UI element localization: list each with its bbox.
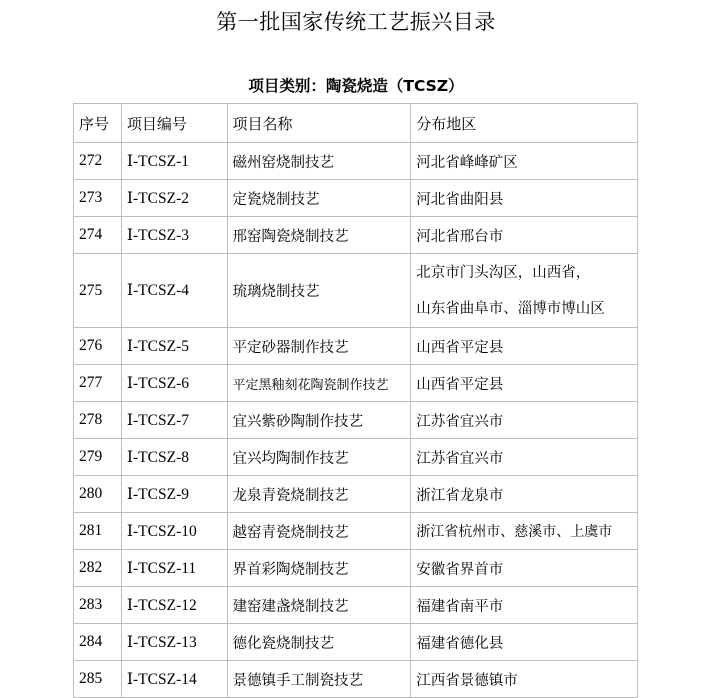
row-name: 平定砂器制作技艺 — [227, 328, 411, 365]
header-name: 项目名称 — [227, 104, 411, 143]
row-code: Ⅰ-TCSZ-13 — [121, 624, 227, 661]
table-row — [74, 328, 638, 365]
row-serial: 283 — [74, 587, 122, 624]
table-row — [74, 476, 638, 513]
row-name: 界首彩陶烧制技艺 — [227, 550, 411, 587]
row-name: 平定黑釉刻花陶瓷制作技艺 — [227, 365, 411, 402]
row-region: 山西省平定县 — [411, 365, 638, 402]
table-row — [74, 587, 638, 624]
row-serial: 276 — [74, 328, 122, 365]
row-region: 河北省曲阳县 — [411, 180, 638, 217]
row-serial: 279 — [74, 439, 122, 476]
row-name: 建窑建盏烧制技艺 — [227, 587, 411, 624]
table-row — [74, 513, 638, 550]
row-code: Ⅰ-TCSZ-2 — [121, 180, 227, 217]
row-serial: 282 — [74, 550, 122, 587]
row-name: 邢窑陶瓷烧制技艺 — [227, 217, 411, 254]
row-region — [411, 254, 638, 328]
row-region: 浙江省杭州市、慈溪市、上虞市 — [411, 513, 638, 550]
row-serial: 273 — [74, 180, 122, 217]
table-row — [74, 550, 638, 587]
row-serial: 275 — [74, 254, 122, 328]
row-region: 山西省平定县 — [411, 328, 638, 365]
document-title: 第一批国家传统工艺振兴目录 — [216, 10, 496, 34]
row-region: 江苏省宜兴市 — [411, 439, 638, 476]
row-serial: 274 — [74, 217, 122, 254]
row-region: 福建省南平市 — [411, 587, 638, 624]
row-serial: 281 — [74, 513, 122, 550]
directory-table — [73, 103, 638, 698]
row-serial: 278 — [74, 402, 122, 439]
row-code: Ⅰ-TCSZ-9 — [121, 476, 227, 513]
row-code: Ⅰ-TCSZ-14 — [121, 661, 227, 698]
row-region: 江苏省宜兴市 — [411, 402, 638, 439]
row-code: Ⅰ-TCSZ-3 — [121, 217, 227, 254]
table-header-row — [74, 104, 638, 143]
row-serial: 285 — [74, 661, 122, 698]
table-row — [74, 180, 638, 217]
table-row — [74, 217, 638, 254]
table-row — [74, 143, 638, 180]
row-serial: 284 — [74, 624, 122, 661]
row-code: Ⅰ-TCSZ-12 — [121, 587, 227, 624]
row-name: 景德镇手工制瓷技艺 — [227, 661, 411, 698]
row-name: 琉璃烧制技艺 — [227, 254, 411, 328]
row-region: 江西省景德镇市 — [411, 661, 638, 698]
row-code: Ⅰ-TCSZ-10 — [121, 513, 227, 550]
row-name: 宜兴均陶制作技艺 — [227, 439, 411, 476]
table-row — [74, 402, 638, 439]
row-region: 河北省邢台市 — [411, 217, 638, 254]
header-serial: 序号 — [74, 104, 122, 143]
row-region: 安徽省界首市 — [411, 550, 638, 587]
row-region: 浙江省龙泉市 — [411, 476, 638, 513]
header-region: 分布地区 — [411, 104, 638, 143]
table-row — [74, 439, 638, 476]
row-name: 德化瓷烧制技艺 — [227, 624, 411, 661]
row-code: Ⅰ-TCSZ-1 — [121, 143, 227, 180]
row-name: 龙泉青瓷烧制技艺 — [227, 476, 411, 513]
row-code: Ⅰ-TCSZ-4 — [121, 254, 227, 328]
row-region-line: 山东省曲阜市、淄博市博山区 — [416, 300, 605, 317]
row-region: 福建省德化县 — [411, 624, 638, 661]
row-name: 宜兴紫砂陶制作技艺 — [227, 402, 411, 439]
row-code: Ⅰ-TCSZ-11 — [121, 550, 227, 587]
row-serial: 277 — [74, 365, 122, 402]
table-row — [74, 624, 638, 661]
row-region-line: 北京市门头沟区，山西省， — [416, 264, 591, 281]
row-code: Ⅰ-TCSZ-5 — [121, 328, 227, 365]
table-row — [74, 661, 638, 698]
row-serial: 280 — [74, 476, 122, 513]
header-code: 项目编号 — [121, 104, 227, 143]
row-code: Ⅰ-TCSZ-6 — [121, 365, 227, 402]
category-heading: 项目类别：陶瓷烧造（TCSZ） — [248, 77, 464, 95]
row-name: 磁州窑烧制技艺 — [227, 143, 411, 180]
row-region: 河北省峰峰矿区 — [411, 143, 638, 180]
row-name: 定瓷烧制技艺 — [227, 180, 411, 217]
row-code: Ⅰ-TCSZ-8 — [121, 439, 227, 476]
row-name: 越窑青瓷烧制技艺 — [227, 513, 411, 550]
table-row — [74, 365, 638, 402]
table-row — [74, 254, 638, 328]
row-serial: 272 — [74, 143, 122, 180]
row-code: Ⅰ-TCSZ-7 — [121, 402, 227, 439]
